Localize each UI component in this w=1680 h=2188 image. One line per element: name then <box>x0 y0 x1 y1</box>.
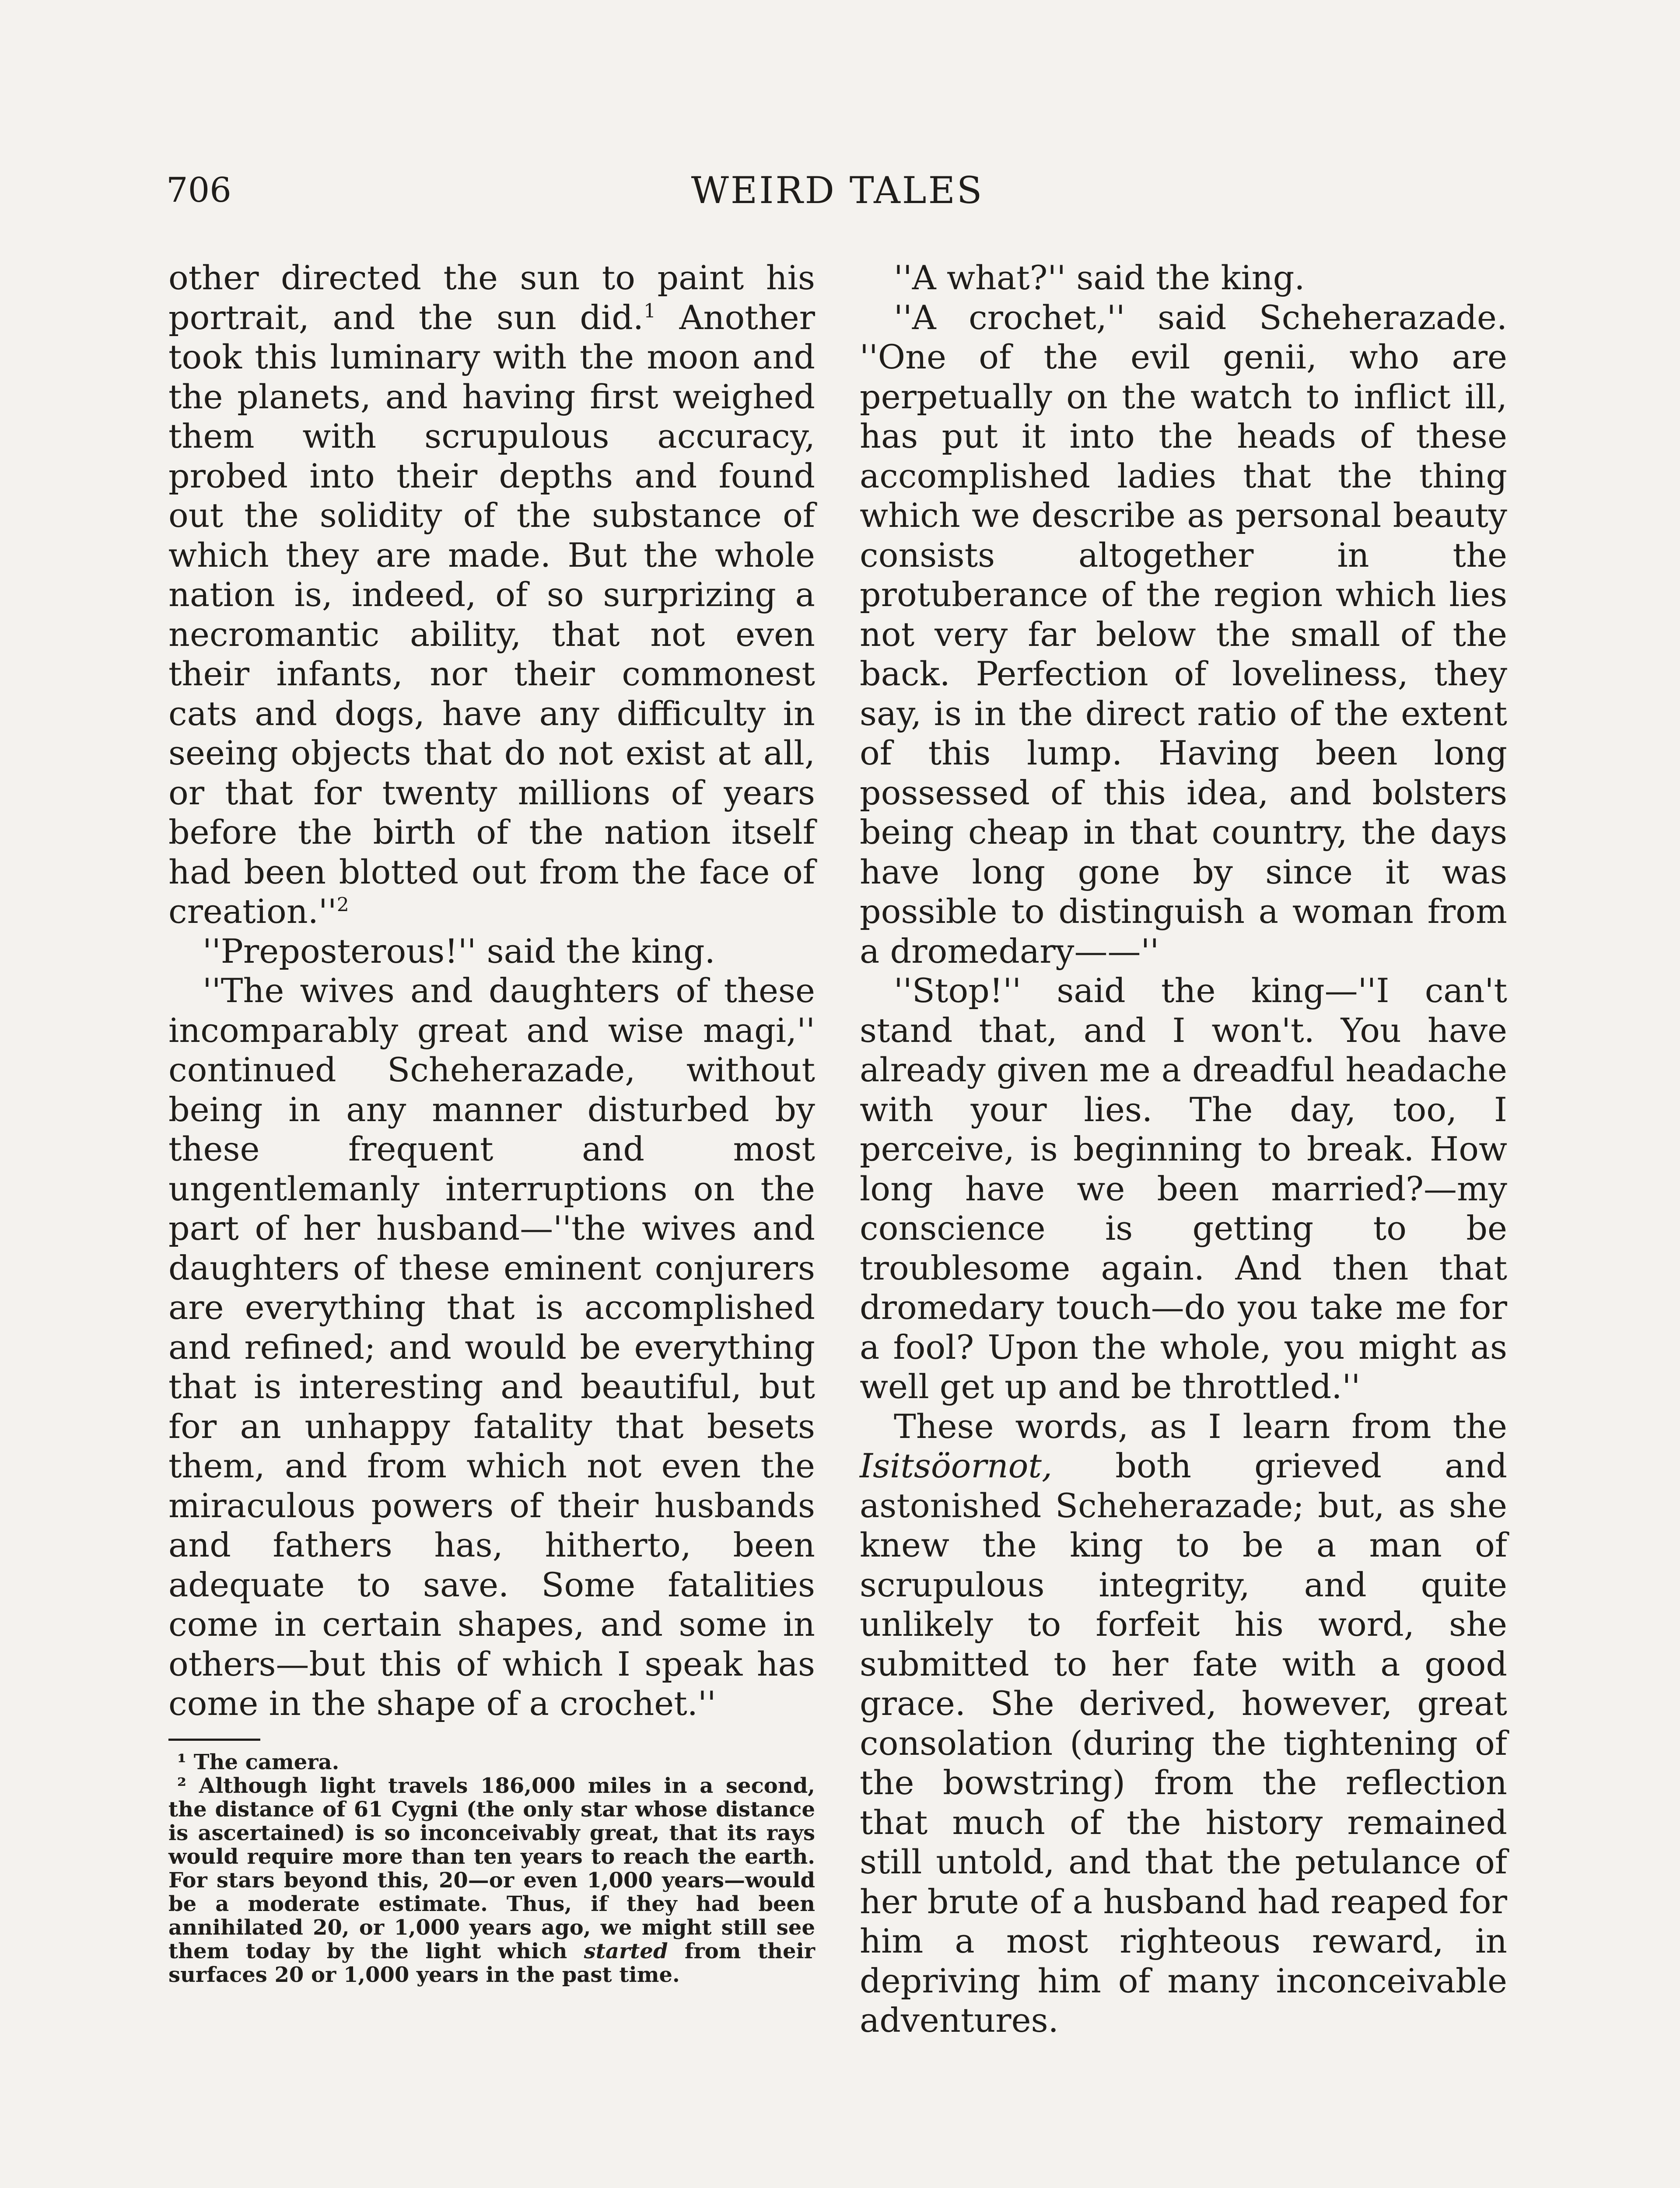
footnote-marker: 2 <box>336 894 349 916</box>
paragraph: ''The wives and daughters of these incomparably great and wise magi,'' continued Scheherazade, without being in any manner disturbed by these frequent and most ungentlemanly interruptions on the part of her husband—''the wives and daughters of these eminent conjurers are everything that is accomplished and refined; and would be everything that is interesting and beautiful, but for an unhappy fatality that besets them, and from which not even the miraculous powers of their husbands and fathers has, hitherto, been adequate to save. Some fatalities come in certain shapes, and some in others—but this of which I speak has come in the shape of a crochet.'' <box>168 971 815 1723</box>
paragraph: ''Preposterous!'' said the king. <box>203 931 715 971</box>
paragraph: ''A what?'' said the king. <box>894 258 1305 297</box>
paragraph: ''A crochet,'' said Scheherazade. ''One of the evil genii, who are perpetually on the watch to inflict ill, has put it into the heads of these accomplished ladies that the thing which we describe as personal beauty consists altogether in the protuberance of the region which lies not very far below the small of the back. Perfection of loveliness, they say, is in the direct ratio of the extent of this lump. Having been long possessed of this idea, and bolsters being cheap in that country, the days have long gone by since it was possible to distinguish a woman from a dromedary——'' <box>860 298 1507 971</box>
footnote-emphasis: started <box>584 1939 668 1964</box>
left-column <box>168 258 815 1987</box>
footnote-1: ¹ The camera. <box>177 1750 340 1774</box>
footnote-text: ² Although light travels 186,000 miles in a second, the distance of 61 Cygni (the only star whose distance is ascertained) is so inconceivably great, that its rays would require more than ten years to reach the earth. For stars beyond this, 20—or even 1,000 years—would be a moderate estimate. Thus, if they had been annihilated 20, or 1,000 years ago, we might still see them today by the light which <box>168 1773 815 1964</box>
paragraph-text: Another took this luminary with the moon and the planets, and having first weighed them with scrupulous accuracy, probed into their depths and found out the solidity of the substance of which they are made. But the whole nation is, indeed, of so surprizing a necromantic ability, that not even their infants, nor their commonest cats and dogs, have any difficulty in seeing objects that do not exist at all, or that for twenty millions of years before the birth of the nation itself had been blotted out from the face of creation.'' <box>168 298 816 931</box>
footnote-divider <box>168 1739 260 1741</box>
paragraph-text: These words, as I learn from the <box>894 1406 1507 1446</box>
page-number: 706 <box>166 171 231 210</box>
paragraph <box>860 1407 1507 2041</box>
footnotes <box>168 1750 815 1987</box>
paragraph <box>168 258 815 932</box>
paragraph-emphasis: Isitsöornot, <box>860 1446 1053 1485</box>
right-column <box>860 258 1507 2041</box>
page-header <box>166 166 1508 214</box>
paragraph: ''Stop!'' said the king—''I can't stand that, and I won't. You have already given me a dreadful headache with your lies. The day, too, I perceive, is beginning to break. How long have we been married?—my conscience is getting to be troublesome again. And then that dromedary touch—do you take me for a fool? Upon the whole, you might as well get up and be throttled.'' <box>860 971 1507 1406</box>
paragraph-text: both grieved and astonished Scheherazade; but, as she knew the king to be a man of scrupulous integrity, and quite unlikely to forfeit his word, she submitted to her fate with a good grace. She derived, however, great consolation (during the tightening of the bowstring) from the reflection that much of the history remained still untold, and that the petulance of her brute of a husband had reaped for him a most righteous reward, in depriving him of many inconceivable adventures. <box>860 1446 1507 2040</box>
footnote-text: from their surfaces 20 or 1,000 years in the past time. <box>168 1939 815 1987</box>
paragraph-text: other directed the sun to paint his portrait, and the sun did. <box>168 258 815 337</box>
running-head: WEIRD TALES <box>691 169 984 212</box>
footnote-2 <box>168 1774 815 1987</box>
footnote-marker: 1 <box>644 300 656 323</box>
